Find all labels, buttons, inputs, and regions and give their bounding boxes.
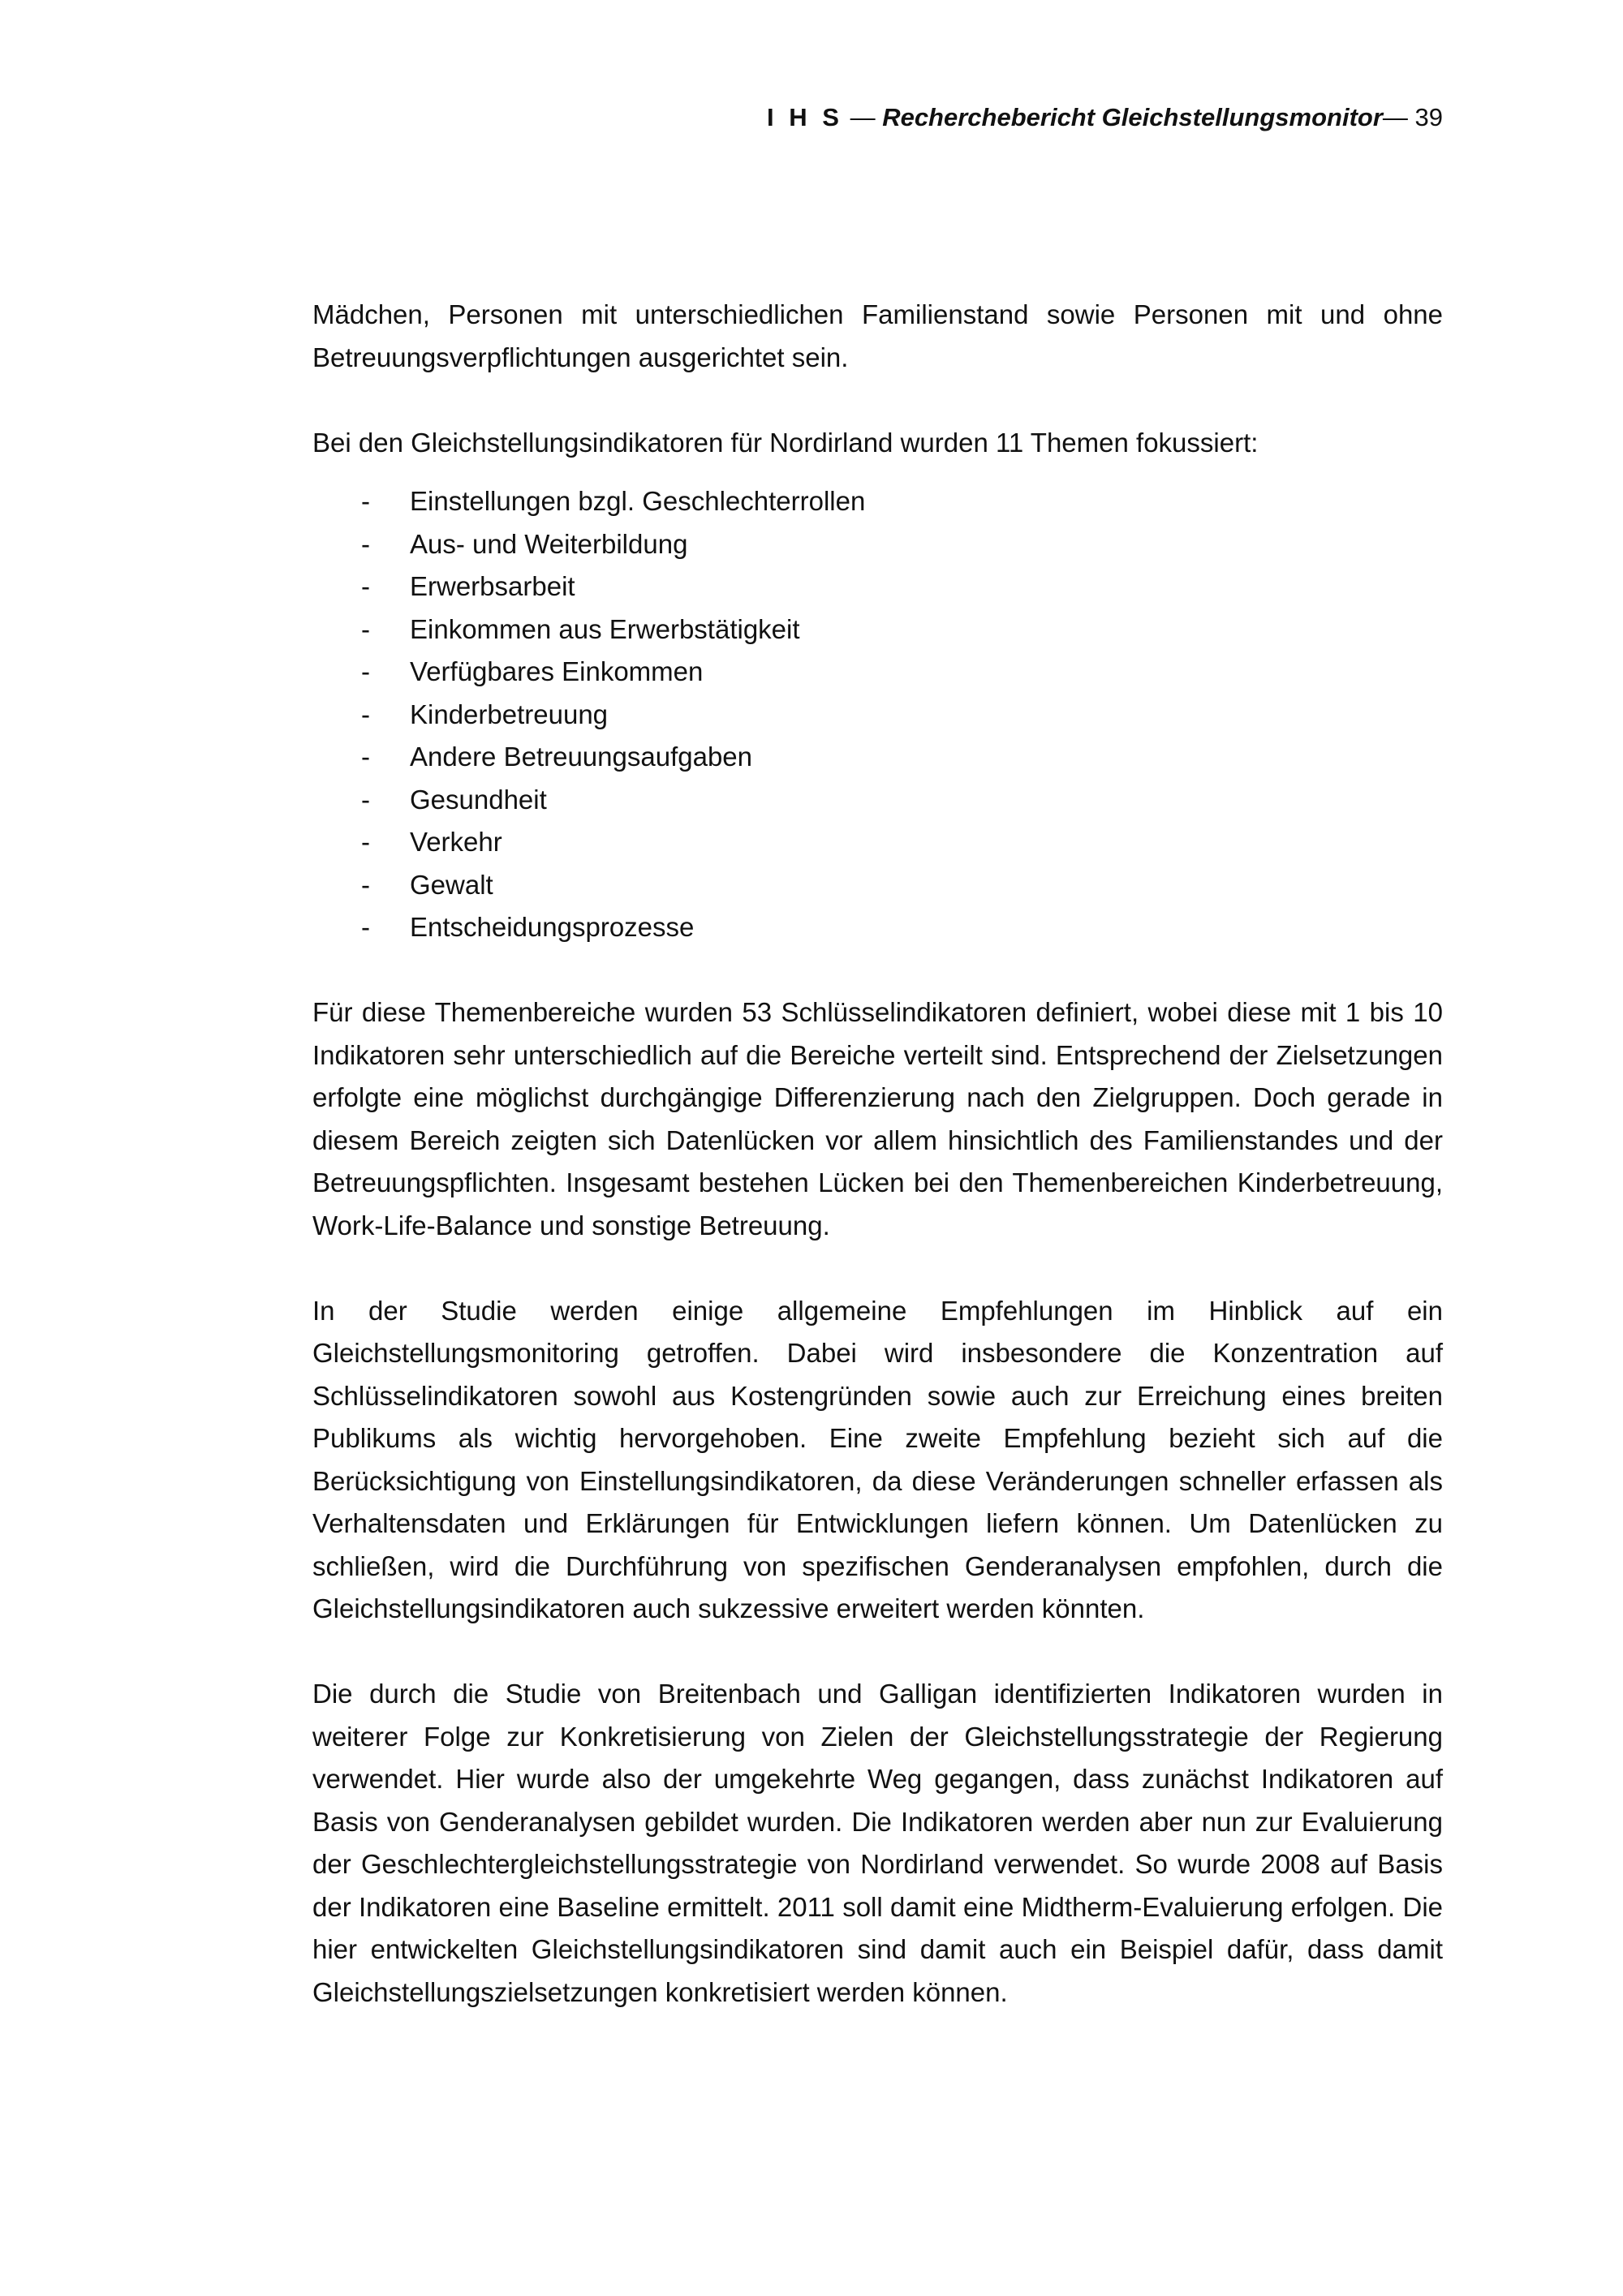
list-item [312, 565, 1443, 608]
list-bullet: - [361, 613, 370, 644]
list-item [312, 821, 1443, 864]
list-bullet: - [361, 699, 370, 729]
header-page-separator: — [1382, 103, 1415, 131]
list-bullet: - [361, 742, 370, 772]
list-item-label: Einkommen aus Erwerbstätigkeit [410, 613, 800, 644]
list-item [312, 694, 1443, 737]
paragraph-key-indicators: Für diese Themenbereiche wurden 53 Schlüsselindikatoren definiert, wobei diese mit 1 bis 10 Indikatoren sehr unterschiedlich auf die Bereiche verteilt sind. Entsprechend der Zielsetzungen erfolgte eine möglichst durchgängige Differenzierung nach den Zielgruppen. Doch gerade in diesem Bereich zeigten sich Datenlücken vor allem hinsichtlich des Familienstandes und der Betreuungspflichten. Insgesamt bestehen Lücken bei den Themenbereichen Kinderbetreuung, Work-Life-Balance und sonstige Betreuung. [312, 997, 1443, 1240]
list-bullet: - [361, 912, 370, 942]
list-item-label: Andere Betreuungsaufgaben [410, 742, 753, 772]
page-number: 39 [1414, 103, 1443, 131]
list-item-label: Entscheidungsprozesse [410, 912, 695, 942]
list-bullet: - [361, 784, 370, 815]
list-bullet: - [361, 571, 370, 601]
list-item-label: Aus- und Weiterbildung [410, 528, 688, 559]
list-item [312, 864, 1443, 907]
list-item-label: Gewalt [410, 869, 493, 900]
header-org: I H S [767, 103, 843, 131]
list-item [312, 906, 1443, 949]
list-item-label: Kinderbetreuung [410, 699, 609, 729]
running-header [767, 101, 1443, 134]
list-item-label: Einstellungen bzgl. Geschlechterrollen [410, 486, 866, 516]
header-separator: — [842, 103, 883, 131]
theme-list [312, 480, 1443, 949]
list-bullet: - [361, 486, 370, 516]
list-item [312, 651, 1443, 694]
list-item-label: Gesundheit [410, 784, 547, 815]
list-bullet: - [361, 827, 370, 857]
list-bullet: - [361, 869, 370, 900]
list-item-label: Verkehr [410, 827, 502, 857]
list-item-label: Verfügbares Einkommen [410, 656, 704, 686]
list-bullet: - [361, 656, 370, 686]
list-item-label: Erwerbsarbeit [410, 571, 575, 601]
paragraph-continuation: Mädchen, Personen mit unterschiedlichen Familienstand sowie Personen mit und ohne Betreuungsverpflichtungen ausgerichtet sein. [312, 299, 1443, 372]
list-item [312, 736, 1443, 779]
list-item [312, 779, 1443, 822]
list-bullet: - [361, 528, 370, 559]
paragraph-strategy-evaluation: Die durch die Studie von Breitenbach und Galligan identifizierten Indikatoren wurden in weiterer Folge zur Konkretisierung von Zielen der Gleichstellungsstrategie der Regierung verwendet. Hier wurde also der umgekehrte Weg gegangen, dass zunächst Indikatoren auf Basis von Genderanalysen gebildet wurden. Die Indikatoren werden aber nun zur Evaluierung der Geschlechtergleichstellungsstrategie von Nordirland verwendet. So wurde 2008 auf Basis der Indikatoren eine Baseline ermittelt. 2011 soll damit eine Midtherm-Evaluierung erfolgen. Die hier entwickelten Gleichstellungsindikatoren sind damit auch ein Beispiel dafür, dass damit Gleichstellungszielsetzungen konkretisiert werden können. [312, 1679, 1443, 2007]
list-item [312, 523, 1443, 566]
list-item [312, 480, 1443, 523]
page-body [312, 294, 1443, 2057]
paragraph-recommendations: In der Studie werden einige allgemeine Empfehlungen im Hinblick auf ein Gleichstellungsmonitoring getroffen. Dabei wird insbesondere die Konzentration auf Schlüsselindikatoren sowohl aus Kostengründen sowie auch zur Erreichung eines breiten Publikums als wichtig hervorgehoben. Eine zweite Empfehlung bezieht sich auf die Berücksichtigung von Einstellungsindikatoren, da diese Veränderungen schneller erfassen als Verhaltensdaten und Erklärungen für Entwicklungen liefern können. Um Datenlücken zu schließen, wird die Durchführung von spezifischen Genderanalysen empfohlen, durch die Gleichstellungsindikatoren auch sukzessive erweitert werden könnten. [312, 1295, 1443, 1623]
list-item [312, 608, 1443, 651]
header-title: Recherchebericht Gleichstellungsmonitor [882, 103, 1383, 131]
paragraph-themes-intro: Bei den Gleichstellungsindikatoren für Nordirland wurden 11 Themen fokussiert: [312, 427, 1259, 458]
